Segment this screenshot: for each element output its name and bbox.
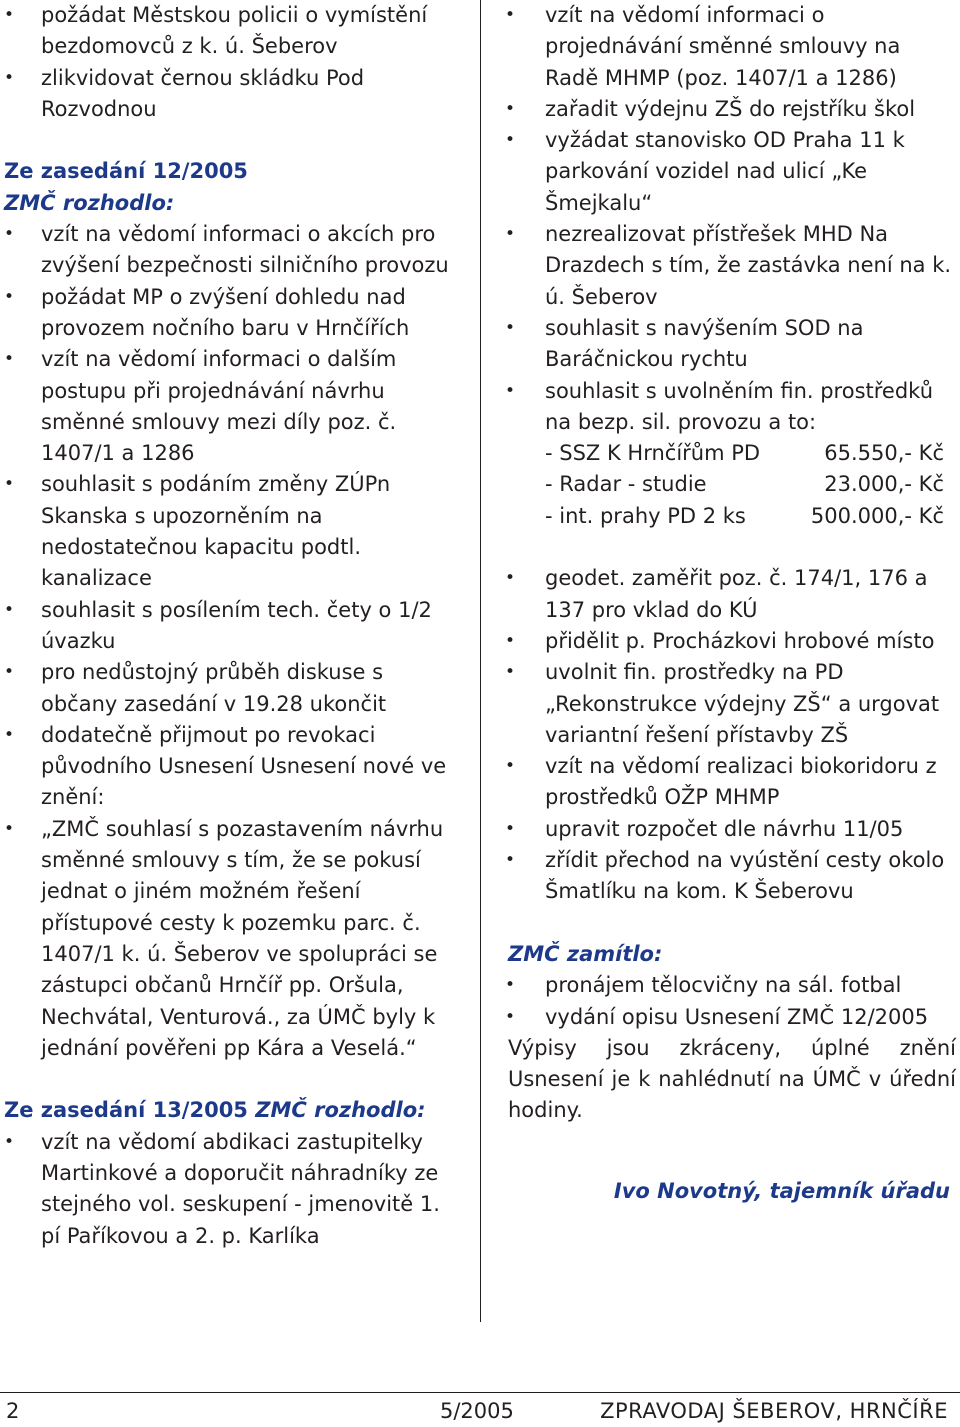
list-item: • geodet. zaměřit poz. č. 174/1, 176 a 137 pro vklad do KÚ xyxy=(508,563,956,626)
funds-row xyxy=(508,469,956,500)
funds-label: - Radar - studie xyxy=(545,472,707,497)
right-column xyxy=(508,0,956,1207)
list-item: • souhlasit s uvolněním fin. prostředků na bezp. sil. provozu a to: xyxy=(508,376,956,439)
list-item: • vyžádat stanovisko OD Praha 11 k parkování vozidel nad ulicí „Ke Šmejkalu“ xyxy=(508,125,956,219)
list-item: • vzít na vědomí realizaci biokoridoru z prostředků OŽP MHMP xyxy=(508,751,956,814)
decisions-list-continued xyxy=(508,563,956,907)
column-divider xyxy=(480,0,481,1322)
list-item: • vzít na vědomí abdikaci zastupitelky Martinkové a doporučit náhradníky ze stejného vol. seskupení - jmenovitě 1. pí Paříkovou a 2. p. Karlíka xyxy=(4,1127,462,1252)
intro-list xyxy=(4,0,462,125)
signature: Ivo Novotný, tajemník úřadu xyxy=(613,1178,950,1203)
list-item: • požádat MP o zvýšení dohledu nad provozem nočního baru v Hrnčířích xyxy=(4,282,462,345)
page-number: 2 xyxy=(6,1399,20,1423)
session-12-heading: Ze zasedání 12/2005 ZMČ rozhodlo: xyxy=(4,159,248,215)
decisions-list xyxy=(508,0,956,438)
session-13-subheading: ZMČ rozhodlo: xyxy=(255,1098,426,1123)
list-item: • vzít na vědomí informaci o dalším postupu při projednávání návrhu směnné smlouvy mezi díly poz. č. 1407/1 a 1286 xyxy=(4,344,462,469)
funds-amount: 500.000,- Kč xyxy=(810,503,944,528)
session-12-subheading: ZMČ rozhodlo: xyxy=(4,190,175,215)
list-item: • zařadit výdejnu ZŠ do rejstříku škol xyxy=(508,94,956,125)
left-column xyxy=(4,0,462,1252)
publication-title: ZPRAVODAJ ŠEBEROV, HRNČÍŘE xyxy=(600,1399,948,1423)
list-item: • „ZMČ souhlasí s pozastavením návrhu směnné smlouvy s tím, že se pokusí jednat o jiném možném řešení přístupové cesty k pozemku parc. č. 1407/1 k. ú. Šeberov ve spolupráci se zástupci občanů Hrnčíř pp. Oršula, Nechvátal, Venturová., za ÚMČ byly k jednání pověřeni pp Kára a Veselá.“ xyxy=(4,814,462,1064)
list-item: • pro nedůstojný průběh diskuse s občany zasedání v 19.28 ukončit xyxy=(4,657,462,720)
list-item: • pronájem tělocvičny na sál. fotbal xyxy=(508,970,956,1001)
abbreviation-note: Výpisy jsou zkráceny, úplné znění Usnesení je k nahlédnutí na ÚMČ v úřední hodiny. xyxy=(508,1035,956,1123)
list-item: • zřídit přechod na vyústění cesty okolo Šmatlíku na kom. K Šeberovu xyxy=(508,845,956,908)
list-item: • vzít na vědomí informaci o projednávání směnné smlouvy na Radě MHMP (poz. 1407/1 a 1286) xyxy=(508,0,956,94)
funds-amount: 23.000,- Kč xyxy=(824,472,944,497)
list-item: • souhlasit s podáním změny ZÚPn Skanska s upozorněním na nedostatečnou kapacitu podtl. kanalizace xyxy=(4,469,462,594)
list-item: • dodatečně přijmout po revokaci původního Usnesení Usnesení nové ve znění: xyxy=(4,720,462,814)
funds-amount: 65.550,- Kč xyxy=(824,441,944,466)
list-item: • zlikvidovat černou skládku Pod Rozvodnou xyxy=(4,63,462,126)
list-item: • souhlasit s navýšením SOD na Baráčnickou rychtu xyxy=(508,313,956,376)
funds-label: - int. prahy PD 2 ks xyxy=(545,503,746,528)
issue-number: 5/2005 xyxy=(440,1399,514,1423)
rejected-list xyxy=(508,970,956,1033)
list-item: • upravit rozpočet dle návrhu 11/05 xyxy=(508,814,956,845)
list-item: • požádat Městskou policii o vymístění bezdomovců z k. ú. Šeberov xyxy=(4,0,462,63)
footer-rule xyxy=(0,1392,960,1393)
session-13-heading: Ze zasedání 13/2005 ZMČ rozhodlo: xyxy=(4,1098,426,1123)
list-item: • vzít na vědomí informaci o akcích pro zvýšení bezpečnosti silničního provozu xyxy=(4,219,462,282)
session-13-list xyxy=(4,1127,462,1252)
funds-table xyxy=(508,438,956,532)
list-item: • souhlasit s posílením tech. čety o 1/2 úvazku xyxy=(4,595,462,658)
list-item: • uvolnit fin. prostředky na PD „Rekonstrukce výdejny ZŠ“ a urgovat variantní řešení přístavby ZŠ xyxy=(508,657,956,751)
funds-row xyxy=(508,501,956,532)
list-item: • vydání opisu Usnesení ZMČ 12/2005 xyxy=(508,1002,956,1033)
list-item: • přidělit p. Procházkovi hrobové místo xyxy=(508,626,956,657)
list-item: • nezrealizovat přístřešek MHD Na Drazdech s tím, že zastávka není na k. ú. Šeberov xyxy=(508,219,956,313)
funds-label: - SSZ K Hrnčířům PD xyxy=(545,441,761,466)
rejected-heading: ZMČ zamítlo: xyxy=(508,941,663,966)
funds-row xyxy=(508,438,956,469)
session-12-list xyxy=(4,219,462,1064)
